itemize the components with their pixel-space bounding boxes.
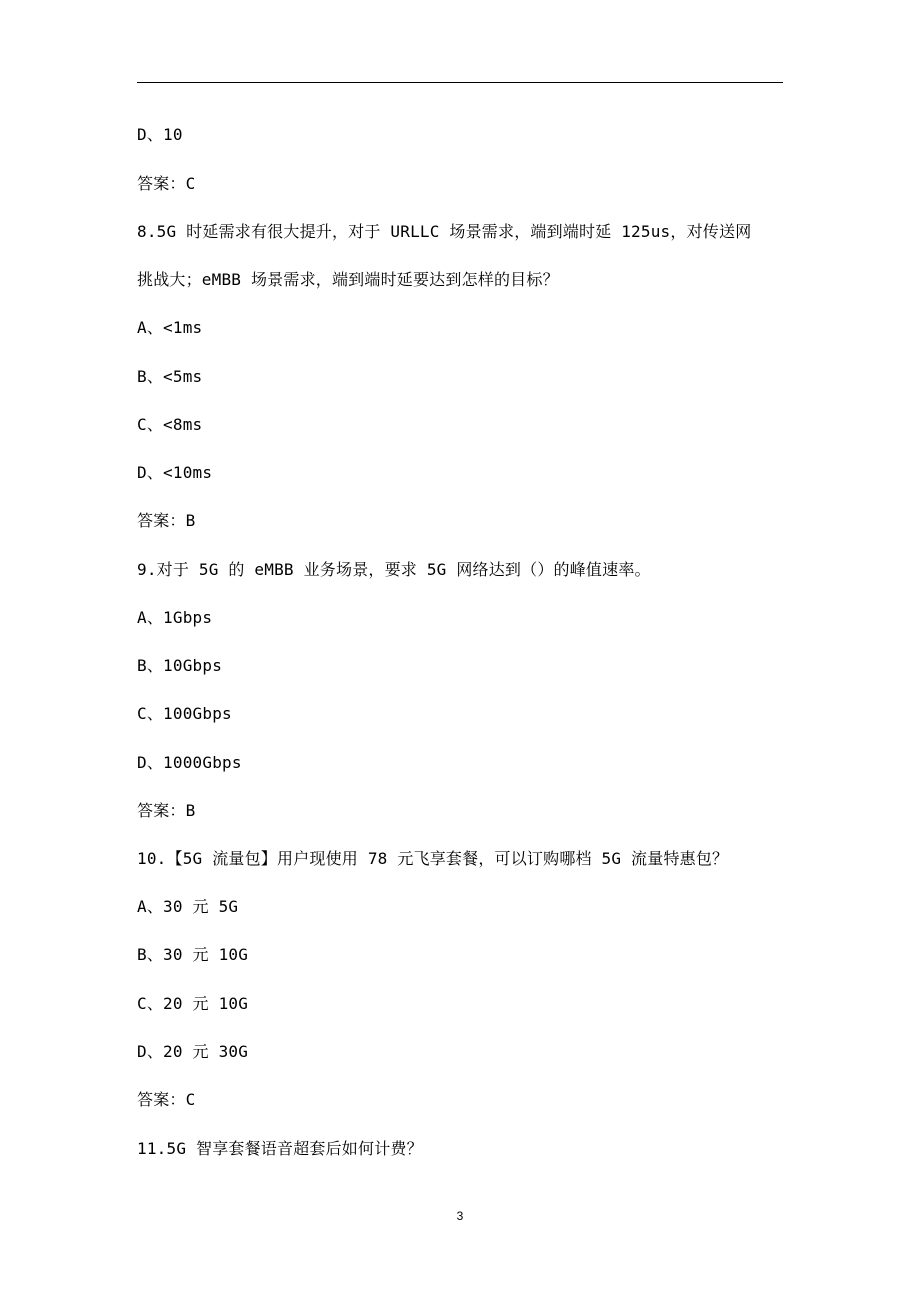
question-9: 9.对于 5G 的 eMBB 业务场景，要求 5G 网络达到（）的峰值速率。 [137, 560, 651, 579]
question-8-line-1: 8.5G 时延需求有很大提升，对于 URLLC 场景需求，端到端时延 125us，对传送网 [137, 222, 752, 241]
option-a-q9: A、1Gbps [137, 608, 213, 627]
question-8-line-2: 挑战大；eMBB 场景需求，端到端时延要达到怎样的目标？ [137, 270, 559, 289]
option-d-q7: D、10 [137, 125, 183, 144]
option-a-q10: A、30 元 5G [137, 897, 239, 916]
answer-q10: 答案：C [137, 1090, 196, 1109]
option-b-q8: B、<5ms [137, 367, 203, 386]
answer-q8: 答案：B [137, 511, 196, 530]
option-d-q10: D、20 元 30G [137, 1042, 249, 1061]
option-c-q9: C、100Gbps [137, 704, 232, 723]
option-c-q8: C、<8ms [137, 415, 203, 434]
option-b-q10: B、30 元 10G [137, 945, 249, 964]
answer-q9: 答案：B [137, 801, 196, 820]
option-a-q8: A、<1ms [137, 318, 203, 337]
header-rule [137, 82, 783, 83]
option-d-q9: D、1000Gbps [137, 753, 242, 772]
page-number: 3 [456, 1209, 464, 1223]
question-10: 10.【5G 流量包】用户现使用 78 元飞享套餐，可以订购哪档 5G 流量特惠包？ [137, 849, 729, 868]
option-b-q9: B、10Gbps [137, 656, 223, 675]
answer-q7: 答案：C [137, 174, 196, 193]
question-11: 11.5G 智享套餐语音超套后如何计费？ [137, 1139, 423, 1158]
option-c-q10: C、20 元 10G [137, 994, 249, 1013]
option-d-q8: D、<10ms [137, 463, 213, 482]
